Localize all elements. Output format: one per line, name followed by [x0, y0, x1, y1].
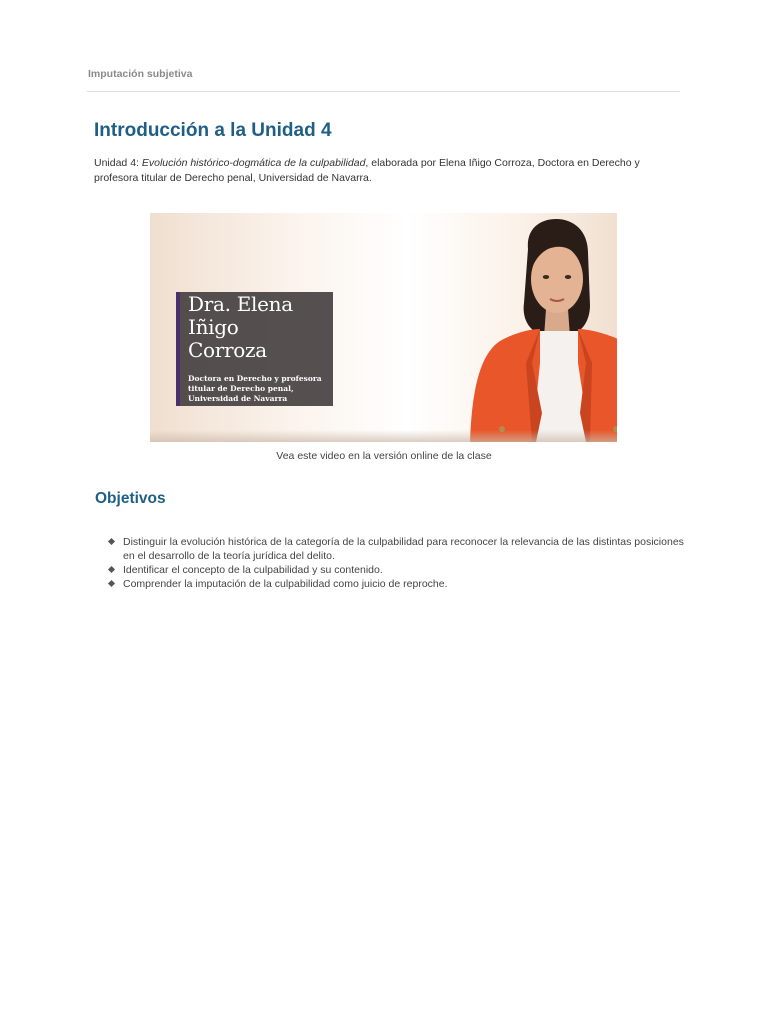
- intro-unit-prefix: Unidad 4:: [94, 157, 142, 169]
- header-divider: [87, 91, 680, 92]
- video-caption: Vea este video en la versión online de la clase: [276, 450, 492, 462]
- intro-paragraph: [94, 156, 684, 186]
- presenter-role: Doctora en Derecho y profesora titular de Derecho penal, Universidad de Navarra: [188, 374, 322, 403]
- video-thumbnail[interactable]: [150, 213, 617, 442]
- bullet-diamond-icon: [108, 566, 115, 573]
- presenter-image: [440, 213, 617, 442]
- bullet-diamond-icon: [108, 580, 115, 587]
- objective-text: Identificar el concepto de la culpabilidad y su contenido.: [123, 564, 383, 576]
- objective-item: [107, 535, 687, 563]
- objective-item: [107, 577, 687, 591]
- intro-unit-title: Evolución histórico-dogmática de la culpabilidad: [141, 157, 366, 169]
- objective-text: Distinguir la evolución histórica de la categoría de la culpabilidad para reconocer la relevancia de las distintas posiciones en el desarrollo de la teoría jurídica del delito.: [123, 536, 684, 562]
- presenter-name: Dra. Elena Iñigo Corroza: [188, 292, 293, 362]
- lower-third-nameplate: [176, 292, 333, 406]
- objectives-list: [107, 535, 687, 591]
- objective-item: [107, 563, 687, 577]
- intro-rest: , elaborada por Elena Iñigo Corroza, Doctora en Derecho y profesora titular de Derecho penal, Universidad de Navarra.: [94, 157, 640, 184]
- objectives-title: Objetivos: [95, 490, 166, 507]
- objective-text: Comprender la imputación de la culpabilidad como juicio de reproche.: [123, 578, 448, 590]
- page-title: Introducción a la Unidad 4: [94, 120, 332, 141]
- bullet-diamond-icon: [108, 538, 115, 545]
- video-bottom-shade: [150, 430, 617, 442]
- running-header-title: Imputación subjetiva: [88, 68, 193, 80]
